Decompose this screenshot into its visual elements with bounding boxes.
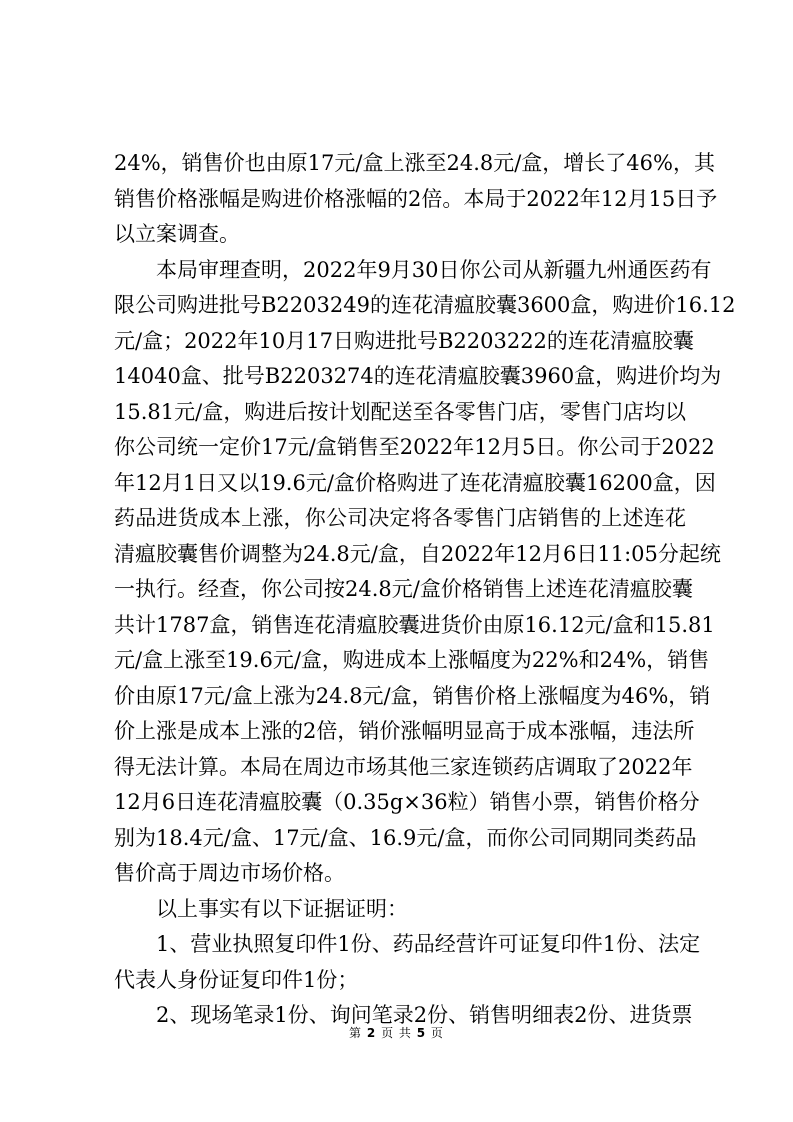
- list-item-first-line: 1、营业执照复印件1份、药品经营许可证复印件1份、法定: [156, 932, 701, 956]
- footer-prefix: 第: [349, 1026, 363, 1040]
- paragraph-first-line: 以上事实有以下证据证明：: [156, 896, 408, 921]
- text-line: 价上涨是成本上涨的2倍，销价涨幅明显高于成本涨幅，违法所: [114, 719, 695, 743]
- text-line: 得无法计算。本局在周边市场其他三家连锁药店调取了2022年: [114, 754, 693, 779]
- text-line: 一执行。经查，你公司按24.8元/盒价格销售上述连花清瘟胶囊: [114, 577, 693, 601]
- total-pages-number: 5: [416, 1026, 427, 1040]
- text-line: 销售价格涨幅是购进价格涨幅的2倍。本局于2022年12月15日予: [114, 186, 718, 211]
- text-line: 12月6日连花清瘟胶囊（0.35g×36粒）销售小票，销售价格分: [114, 790, 700, 814]
- text-line: 限公司购进批号B2203249的连花清瘟胶囊3600盒，购进价16.12: [114, 293, 736, 317]
- text-line: 24%，销售价也由原17元/盒上涨至24.8元/盒，增长了46%，其: [114, 151, 715, 175]
- text-line: 15.81元/盒，购进后按计划配送至各零售门店，零售门店均以: [114, 399, 686, 424]
- text-line: 元/盒；2022年10月17日购进批号B2203222的连花清瘟胶囊: [114, 328, 694, 353]
- text-line: 售价高于周边市场价格。: [114, 861, 345, 885]
- document-body: [114, 146, 736, 1034]
- text-line: 代表人身份证复印件1份；: [114, 967, 359, 992]
- text-line: 年12月1日又以19.6元/盒价格购进了连花清瘟胶囊16200盒，因: [114, 470, 716, 495]
- page-footer: [0, 1024, 793, 1041]
- text-line: 共计1787盒，销售连花清瘟胶囊进货价由原16.12元/盒和15.81: [114, 612, 715, 637]
- text-line: 清瘟胶囊售价调整为24.8元/盒，自2022年12月6日11:05分起统: [114, 541, 721, 566]
- text-line: 以立案调查。: [114, 222, 240, 246]
- text-line: 元/盒上涨至19.6元/盒，购进成本上涨幅度为22%和24%，销售: [114, 648, 710, 672]
- text-line: 14040盒、批号B2203274的连花清瘟胶囊3960盒，购进价均为: [114, 364, 722, 388]
- footer-middle: 页 共: [381, 1026, 412, 1040]
- text-line: 药品进货成本上涨，你公司决定将各零售门店销售的上述连花: [114, 506, 686, 530]
- paragraph-first-line: 本局审理查明，2022年9月30日你公司从新疆九州通医药有: [156, 257, 712, 282]
- list-item-first-line: 2、现场笔录1份、询问笔录2份、销售明细表2份、进货票: [156, 1003, 693, 1027]
- text-line: 你公司统一定价17元/盒销售至2022年12月5日。你公司于2022: [114, 435, 715, 459]
- footer-suffix: 页: [430, 1026, 444, 1040]
- text-line: 别为18.4元/盒、17元/盒、16.9元/盒，而你公司同期同类药品: [114, 825, 697, 850]
- text-line: 价由原17元/盒上涨为24.8元/盒，销售价格上涨幅度为46%，销: [114, 683, 711, 708]
- current-page-number: 2: [366, 1026, 377, 1040]
